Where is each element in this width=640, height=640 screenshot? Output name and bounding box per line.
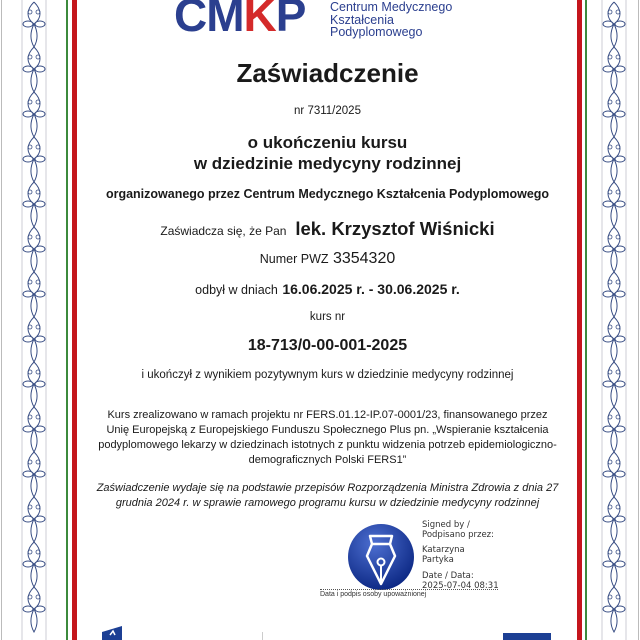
logo-letter-k: K (243, 0, 276, 41)
logo-name-line: Centrum Medycznego (330, 0, 453, 14)
signer-first-name: Katarzyna (422, 545, 465, 555)
signature-line (320, 589, 498, 590)
pwz-number: 3354320 (332, 250, 396, 267)
signer-last-name: Partyka (422, 554, 454, 565)
green-border-right (585, 0, 587, 640)
eu-flag-icon (503, 633, 551, 640)
digital-signature-pen-icon (346, 522, 416, 592)
logo-name-line: Kształcenia (330, 12, 394, 27)
dates-value: 16.06.2025 r. - 30.06.2025 r. (282, 281, 460, 297)
outer-border-right (638, 0, 639, 640)
date-label: Date / Data: (422, 571, 474, 581)
number-label: nr (294, 105, 305, 117)
date-value: 2025-07-04 08:31 (422, 580, 499, 591)
signature-caption: Data i podpis osoby upoważnionej (320, 591, 427, 598)
signed-by-label (422, 521, 494, 540)
legal-paragraph (80, 481, 575, 511)
organizer-text: organizowanego przez Centrum Medycznego Kształcenia Podyplomowego (105, 187, 550, 201)
red-border-right (577, 0, 582, 640)
red-border-left (72, 0, 77, 640)
signed-by-line: Podpisano przez: (422, 529, 495, 540)
pwz-line (80, 250, 575, 268)
fe-logo-icon (102, 626, 124, 640)
project-line: Kurs zrealizowano w ramach projektu nr FERS.01.12-IP.07-0001/23, finansowanego przez (107, 409, 548, 421)
footer-divider (262, 632, 263, 640)
completion-text: i ukończył z wynikiem pozytywnym kurs w dziedzinie medycyny rodzinnej (141, 369, 514, 381)
dates-prefix: odbył w dniach (195, 283, 278, 297)
person-name: lek. Krzysztof Wiśnicki (295, 218, 495, 239)
subtitle-line-2: w dziedzinie medycyny rodzinnej (193, 154, 462, 173)
cmkp-logo (174, 0, 305, 42)
logo-letter-p: P (275, 0, 306, 41)
logo-name (330, 1, 452, 39)
project-line: demograficznych Polski FERS1” (248, 454, 407, 466)
certify-prefix: Zaświadcza się, że Pan (160, 224, 287, 238)
project-line: podyplomowego lekarzy w dziedzinach istotnych z punktu widzenia potrzeb epidemiologiczno- (98, 439, 557, 451)
logo-name-line: Podyplomowego (330, 25, 423, 39)
certificate-title: Zaświadczenie (236, 58, 419, 88)
logo-letters: CM (174, 0, 244, 41)
number-value: 7311/2025 (307, 105, 361, 117)
course-number: 18-713/0-00-001-2025 (247, 337, 408, 354)
legal-line: Zaświadczenie wydaje się na podstawie przepisów Rozporządzenia Ministra Zdrowia z dnia 27 (96, 482, 559, 494)
ornament-border-left (21, 0, 47, 640)
subtitle-line-1: o ukończeniu kursu (247, 133, 408, 152)
project-paragraph (80, 408, 575, 468)
ornament-border-right (601, 0, 627, 640)
green-border-left (66, 0, 68, 640)
pwz-label: Numer PWZ (259, 252, 329, 266)
dates-line (80, 281, 575, 299)
course-number-label: kurs nr (309, 311, 346, 323)
certificate-number (80, 105, 575, 117)
signer-name (422, 546, 465, 565)
certify-line (80, 218, 575, 240)
outer-border-left (1, 0, 2, 640)
legal-line: grudnia 2024 r. w sprawie ramowego programu kursu w dziedzinie medycyny rodzinnej (115, 497, 540, 509)
signed-by-line: Signed by / (422, 520, 470, 530)
project-line: Unię Europejską z Europejskiego Funduszu Społecznego Plus pn. „Wspieranie kształcenia (106, 424, 549, 436)
